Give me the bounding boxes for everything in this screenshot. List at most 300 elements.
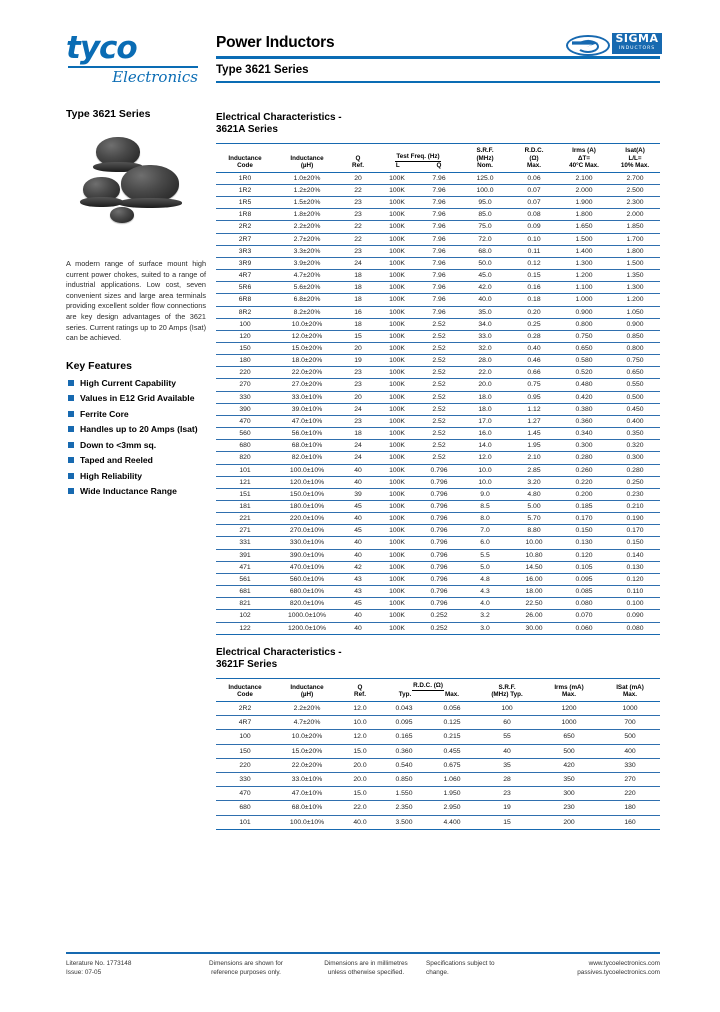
- table-row: [216, 318, 660, 330]
- table-row: [216, 306, 660, 318]
- col-irms: Irms (A) ΔT= 40°C Max.: [558, 144, 610, 173]
- table-cell: 75.0: [460, 221, 510, 233]
- feature-label: Down to <3mm sq.: [80, 439, 157, 450]
- table-cell: 1.800: [610, 245, 660, 257]
- table-row: [216, 257, 660, 269]
- table-cell: 3.9±20%: [274, 257, 340, 269]
- table-cell: 100K: [376, 573, 418, 585]
- table-cell: 100K: [376, 209, 418, 221]
- electrical-characteristics-3621a-table: [216, 143, 660, 635]
- table-cell: 16.00: [510, 573, 558, 585]
- table-cell: 470: [216, 787, 274, 801]
- col-inductance-code: Inductance Code: [216, 144, 274, 173]
- table-cell: 22: [340, 221, 376, 233]
- table-cell: 200: [538, 815, 600, 829]
- table-cell: 100K: [376, 306, 418, 318]
- table-cell: 2.52: [418, 318, 460, 330]
- table-cell: 40: [340, 476, 376, 488]
- table-row: [216, 245, 660, 257]
- table-cell: 100K: [376, 342, 418, 354]
- table-cell: 4.3: [460, 586, 510, 598]
- table-cell: 39: [340, 488, 376, 500]
- table-cell: 220: [600, 787, 660, 801]
- table-cell: 220: [216, 367, 274, 379]
- table-cell: 4R7: [216, 716, 274, 730]
- table-cell: 6.8±20%: [274, 294, 340, 306]
- table-cell: 0.085: [558, 586, 610, 598]
- table-cell: 100K: [376, 318, 418, 330]
- table-cell: 681: [216, 586, 274, 598]
- table-cell: 180: [216, 355, 274, 367]
- table-cell: 0.150: [558, 525, 610, 537]
- website-passives[interactable]: passives.tycoelectronics.com: [577, 968, 660, 976]
- table-cell: 0.130: [558, 537, 610, 549]
- table-row: [216, 233, 660, 245]
- table-cell: 100K: [376, 415, 418, 427]
- table-cell: 100K: [376, 282, 418, 294]
- table-cell: 821: [216, 598, 274, 610]
- table-cell: 1.200: [610, 294, 660, 306]
- table-cell: 180: [600, 801, 660, 815]
- table-cell: 100K: [376, 488, 418, 500]
- table-cell: 0.380: [558, 403, 610, 415]
- table-cell: 400: [600, 744, 660, 758]
- feature-label: Values in E12 Grid Available: [80, 393, 195, 404]
- table-cell: 1.12: [510, 403, 558, 415]
- table-cell: 2.000: [558, 184, 610, 196]
- table-cell: 6R8: [216, 294, 274, 306]
- feature-label: Handles up to 20 Amps (Isat): [80, 424, 198, 435]
- table-cell: 0.11: [510, 245, 558, 257]
- table-cell: 18: [340, 318, 376, 330]
- table-cell: 40: [340, 513, 376, 525]
- table-row: [216, 758, 660, 772]
- table-cell: 2.950: [428, 801, 476, 815]
- table-cell: 0.215: [428, 730, 476, 744]
- table-cell: 68.0: [460, 245, 510, 257]
- table-row: [216, 488, 660, 500]
- table-cell: 151: [216, 488, 274, 500]
- table-cell: 1000: [538, 716, 600, 730]
- table-cell: 230: [538, 801, 600, 815]
- table-row: [216, 815, 660, 829]
- table-cell: 100K: [376, 464, 418, 476]
- table-cell: 0.220: [558, 476, 610, 488]
- table-f-title-line2: 3621F Series: [216, 658, 278, 670]
- table-cell: 221: [216, 513, 274, 525]
- table-cell: 100K: [376, 549, 418, 561]
- table-cell: 40: [340, 549, 376, 561]
- table-cell: 8.80: [510, 525, 558, 537]
- table-cell: 45: [340, 501, 376, 513]
- table-cell: 1.800: [558, 209, 610, 221]
- table-cell: 3R3: [216, 245, 274, 257]
- table-cell: 0.190: [610, 513, 660, 525]
- table-cell: 150: [216, 342, 274, 354]
- table-cell: 100K: [376, 233, 418, 245]
- table-cell: 33.0: [460, 330, 510, 342]
- sigma-logo-tagline: INDUCTORS: [618, 46, 656, 51]
- table-row: [216, 270, 660, 282]
- table-cell: 0.25: [510, 318, 558, 330]
- table-cell: 32.0: [460, 342, 510, 354]
- table-cell: 1.95: [510, 440, 558, 452]
- table-cell: 100K: [376, 501, 418, 513]
- table-cell: 330: [216, 391, 274, 403]
- table-cell: 1.850: [610, 221, 660, 233]
- table-cell: 0.796: [418, 513, 460, 525]
- table-cell: 0.280: [558, 452, 610, 464]
- footer-literature: [66, 959, 186, 977]
- table-cell: 15: [340, 330, 376, 342]
- table-cell: 40: [340, 537, 376, 549]
- table-cell: 0.796: [418, 501, 460, 513]
- bullet-icon: [68, 380, 74, 386]
- page-header: [0, 0, 720, 100]
- table-cell: 20: [340, 391, 376, 403]
- bullet-icon: [68, 426, 74, 432]
- table-cell: 0.200: [558, 488, 610, 500]
- table-cell: 100K: [376, 330, 418, 342]
- table-cell: 0.210: [610, 501, 660, 513]
- table-cell: 60: [476, 716, 538, 730]
- table-cell: 45.0: [460, 270, 510, 282]
- table-cell: 18.0±20%: [274, 355, 340, 367]
- table-cell: 5.00: [510, 501, 558, 513]
- table-cell: 18: [340, 428, 376, 440]
- table-cell: 18.00: [510, 586, 558, 598]
- table-cell: 100K: [376, 586, 418, 598]
- table-cell: 0.056: [428, 701, 476, 715]
- table-cell: 120.0±10%: [274, 476, 340, 488]
- table-row: [216, 415, 660, 427]
- col-q-ref: Q Ref.: [340, 144, 376, 173]
- col-inductance: Inductance (µH): [274, 678, 340, 701]
- table-cell: 15.0±20%: [274, 342, 340, 354]
- note-units-line2: unless otherwise specified.: [327, 968, 405, 976]
- brand-wordmark: tyco: [66, 30, 137, 66]
- table-cell: 7.96: [418, 257, 460, 269]
- table-cell: 4.0: [460, 598, 510, 610]
- col-irms: Irms (mA) Max.: [538, 678, 600, 701]
- table-cell: 0.100: [610, 598, 660, 610]
- table-cell: 300: [538, 787, 600, 801]
- feature-item: [66, 409, 206, 419]
- table-cell: 1.0±20%: [274, 172, 340, 184]
- table-cell: 220: [216, 758, 274, 772]
- table-cell: 2.000: [610, 209, 660, 221]
- table-cell: 0.300: [610, 452, 660, 464]
- table-cell: 0.796: [418, 598, 460, 610]
- table-cell: 0.66: [510, 367, 558, 379]
- table-cell: 23: [340, 197, 376, 209]
- table-cell: 3.20: [510, 476, 558, 488]
- table-cell: 0.043: [380, 701, 428, 715]
- table-cell: 102: [216, 610, 274, 622]
- table-cell: 0.750: [610, 355, 660, 367]
- table-row: [216, 282, 660, 294]
- table-a-title-line2: 3621A Series: [216, 124, 278, 135]
- feature-label: High Current Capability: [80, 377, 176, 388]
- table-cell: 0.46: [510, 355, 558, 367]
- note-dimensions-line1: Dimensions are shown for: [209, 959, 283, 967]
- col-isat: ISat (mA) Max.: [600, 678, 660, 701]
- table-cell: 561: [216, 573, 274, 585]
- table-cell: 2.52: [418, 403, 460, 415]
- table-cell: 180.0±10%: [274, 501, 340, 513]
- table-cell: 0.95: [510, 391, 558, 403]
- feature-label: Taped and Reeled: [80, 455, 153, 466]
- table-cell: 0.250: [610, 476, 660, 488]
- feature-label: Wide Inductance Range: [80, 486, 177, 497]
- website-main[interactable]: www.tycoelectronics.com: [588, 959, 660, 967]
- table-cell: 0.796: [418, 476, 460, 488]
- table-cell: 2.52: [418, 415, 460, 427]
- table-cell: 43: [340, 573, 376, 585]
- inductor-image-large-right: [121, 165, 179, 203]
- table-cell: 0.110: [610, 586, 660, 598]
- table-cell: 5R6: [216, 282, 274, 294]
- table-cell: 12.0: [340, 730, 380, 744]
- table-cell: 9.0: [460, 488, 510, 500]
- table-cell: 0.796: [418, 525, 460, 537]
- table-cell: 150: [216, 744, 274, 758]
- table-cell: 1.500: [558, 233, 610, 245]
- table-cell: 23: [340, 415, 376, 427]
- table-cell: 8R2: [216, 306, 274, 318]
- feature-item: [66, 424, 206, 434]
- table-row: [216, 464, 660, 476]
- table-cell: 125.0: [460, 172, 510, 184]
- table-cell: 20.0: [460, 379, 510, 391]
- table-cell: 0.455: [428, 744, 476, 758]
- table-cell: 20.0: [340, 758, 380, 772]
- table-cell: 330.0±10%: [274, 537, 340, 549]
- table-cell: 100K: [376, 428, 418, 440]
- table-cell: 820.0±10%: [274, 598, 340, 610]
- table-row: [216, 452, 660, 464]
- table-cell: 7.96: [418, 270, 460, 282]
- table-cell: 1.950: [428, 787, 476, 801]
- table-cell: 0.75: [510, 379, 558, 391]
- table-cell: 5.6±20%: [274, 282, 340, 294]
- table-row: [216, 209, 660, 221]
- table-cell: 23: [340, 379, 376, 391]
- table-cell: 0.360: [380, 744, 428, 758]
- table-cell: 1200.0±10%: [274, 622, 340, 634]
- table-cell: 0.165: [380, 730, 428, 744]
- feature-label: High Reliability: [80, 470, 143, 481]
- table-cell: 0.28: [510, 330, 558, 342]
- table-cell: 100: [216, 318, 274, 330]
- table-cell: 2.700: [610, 172, 660, 184]
- table-cell: 7.96: [418, 172, 460, 184]
- table-cell: 1R8: [216, 209, 274, 221]
- table-cell: 7.96: [418, 282, 460, 294]
- table-cell: 10.0±20%: [274, 318, 340, 330]
- table-cell: 2.10: [510, 452, 558, 464]
- col-q-ref: Q Ref.: [340, 678, 380, 701]
- table-cell: 560.0±10%: [274, 573, 340, 585]
- table-cell: 1.300: [610, 282, 660, 294]
- table-cell: 3.2: [460, 610, 510, 622]
- table-cell: 471: [216, 561, 274, 573]
- table-cell: 55: [476, 730, 538, 744]
- table-cell: 23: [340, 245, 376, 257]
- table-cell: 40: [340, 622, 376, 634]
- table-cell: 0.580: [558, 355, 610, 367]
- table-cell: 101: [216, 815, 274, 829]
- table-cell: 7.96: [418, 306, 460, 318]
- table-cell: 5.70: [510, 513, 558, 525]
- table-cell: 8.5: [460, 501, 510, 513]
- feature-item: [66, 378, 206, 388]
- table-cell: 5.0: [460, 561, 510, 573]
- literature-number: Literature No. 1773148: [66, 959, 132, 967]
- table-cell: 47.0±10%: [274, 415, 340, 427]
- table-cell: 0.280: [610, 464, 660, 476]
- table-cell: 100K: [376, 221, 418, 233]
- table-cell: 7.96: [418, 184, 460, 196]
- table-cell: 390.0±10%: [274, 549, 340, 561]
- table-row: [216, 355, 660, 367]
- table-row: [216, 379, 660, 391]
- table-cell: 0.080: [558, 598, 610, 610]
- table-cell: 100K: [376, 525, 418, 537]
- table-cell: 1.27: [510, 415, 558, 427]
- table-cell: 18.0: [460, 403, 510, 415]
- table-cell: 1.050: [610, 306, 660, 318]
- table-row: [216, 610, 660, 622]
- table-row: [216, 730, 660, 744]
- table-cell: 1.060: [428, 772, 476, 786]
- footer-note-units: [306, 959, 426, 977]
- table-cell: 3.500: [380, 815, 428, 829]
- table-cell: 85.0: [460, 209, 510, 221]
- table-cell: 40: [476, 744, 538, 758]
- table-cell: 2.2±20%: [274, 221, 340, 233]
- table-row: [216, 598, 660, 610]
- table-cell: 680: [216, 801, 274, 815]
- table-cell: 24: [340, 257, 376, 269]
- table-cell: 0.550: [610, 379, 660, 391]
- table-cell: 100K: [376, 379, 418, 391]
- table-cell: 1R5: [216, 197, 274, 209]
- table-cell: 1.000: [558, 294, 610, 306]
- table-cell: 14.50: [510, 561, 558, 573]
- table-cell: 0.750: [558, 330, 610, 342]
- table-cell: 35: [476, 758, 538, 772]
- table-cell: 0.420: [558, 391, 610, 403]
- product-description: A modern range of surface mount high current power chokes, suited to a range of industrial applications. Low cost, seven convenient sizes and large area terminals providing excellent solder flow connections are key design advantages of the 3621 series. Current ratings up to 20 Amps (Isat) can be achieved.: [66, 259, 206, 343]
- table-cell: 101: [216, 464, 274, 476]
- col-srf: S.R.F. (MHz) Nom.: [460, 144, 510, 173]
- table-row: [216, 342, 660, 354]
- table-cell: 72.0: [460, 233, 510, 245]
- table-row: [216, 184, 660, 196]
- table-cell: 0.650: [558, 342, 610, 354]
- bullet-icon: [68, 395, 74, 401]
- table-cell: 24: [340, 440, 376, 452]
- table-cell: 0.07: [510, 197, 558, 209]
- col-rdc-group: R.D.C. (Ω) Typ. Max.: [380, 678, 476, 701]
- table-cell: 0.070: [558, 610, 610, 622]
- tyco-logo: [66, 30, 206, 86]
- table-cell: 23: [340, 209, 376, 221]
- table-cell: 420: [538, 758, 600, 772]
- inductor-image-small: [110, 207, 134, 223]
- table-cell: 30.00: [510, 622, 558, 634]
- table-cell: 0.18: [510, 294, 558, 306]
- table-cell: 121: [216, 476, 274, 488]
- table-row: [216, 525, 660, 537]
- table-cell: 0.170: [610, 525, 660, 537]
- bullet-icon: [68, 457, 74, 463]
- table-row: [216, 586, 660, 598]
- table-cell: 0.480: [558, 379, 610, 391]
- table-cell: 24: [340, 403, 376, 415]
- page-subtitle: Type 3621 Series: [216, 63, 309, 76]
- table-cell: 100: [216, 730, 274, 744]
- table-cell: 0.796: [418, 561, 460, 573]
- table-cell: 0.130: [610, 561, 660, 573]
- table-cell: 0.40: [510, 342, 558, 354]
- table-cell: 2.52: [418, 440, 460, 452]
- table-cell: 350: [538, 772, 600, 786]
- table-row: [216, 573, 660, 585]
- table-cell: 28: [476, 772, 538, 786]
- table-cell: 42: [340, 561, 376, 573]
- col-test-freq-group: Test Freq. (Hz) L Q: [376, 144, 460, 173]
- table-cell: 23: [476, 787, 538, 801]
- table-cell: 2.52: [418, 428, 460, 440]
- table-cell: 6.0: [460, 537, 510, 549]
- col-inductance-code: Inductance Code: [216, 678, 274, 701]
- page-footer: [66, 952, 660, 977]
- table-row: [216, 428, 660, 440]
- table-a-title-line1: Electrical Characteristics -: [216, 112, 342, 123]
- table-cell: 12.0±20%: [274, 330, 340, 342]
- table-cell: 18: [340, 282, 376, 294]
- table-cell: 2.100: [558, 172, 610, 184]
- table-cell: 10.0: [460, 464, 510, 476]
- table-cell: 22.0±20%: [274, 758, 340, 772]
- table-cell: 40: [340, 464, 376, 476]
- table-cell: 100K: [376, 561, 418, 573]
- table-cell: 0.300: [558, 440, 610, 452]
- table-cell: 33.0±10%: [274, 772, 340, 786]
- footer-note-subject: [426, 959, 536, 977]
- table-cell: 0.08: [510, 209, 558, 221]
- table-cell: 0.796: [418, 488, 460, 500]
- table-cell: 0.16: [510, 282, 558, 294]
- table-cell: 4.7±20%: [274, 270, 340, 282]
- table-cell: 330: [216, 772, 274, 786]
- table-cell: 0.450: [610, 403, 660, 415]
- table-cell: 10.00: [510, 537, 558, 549]
- table-cell: 0.500: [610, 391, 660, 403]
- table-cell: 3R9: [216, 257, 274, 269]
- table-cell: 680: [216, 440, 274, 452]
- table-cell: 391: [216, 549, 274, 561]
- table-cell: 100K: [376, 197, 418, 209]
- table-cell: 7.96: [418, 294, 460, 306]
- table-cell: 0.15: [510, 270, 558, 282]
- table-cell: 0.540: [380, 758, 428, 772]
- table-cell: 100.0: [460, 184, 510, 196]
- key-features-title: Key Features: [66, 359, 132, 372]
- table-cell: 270.0±10%: [274, 525, 340, 537]
